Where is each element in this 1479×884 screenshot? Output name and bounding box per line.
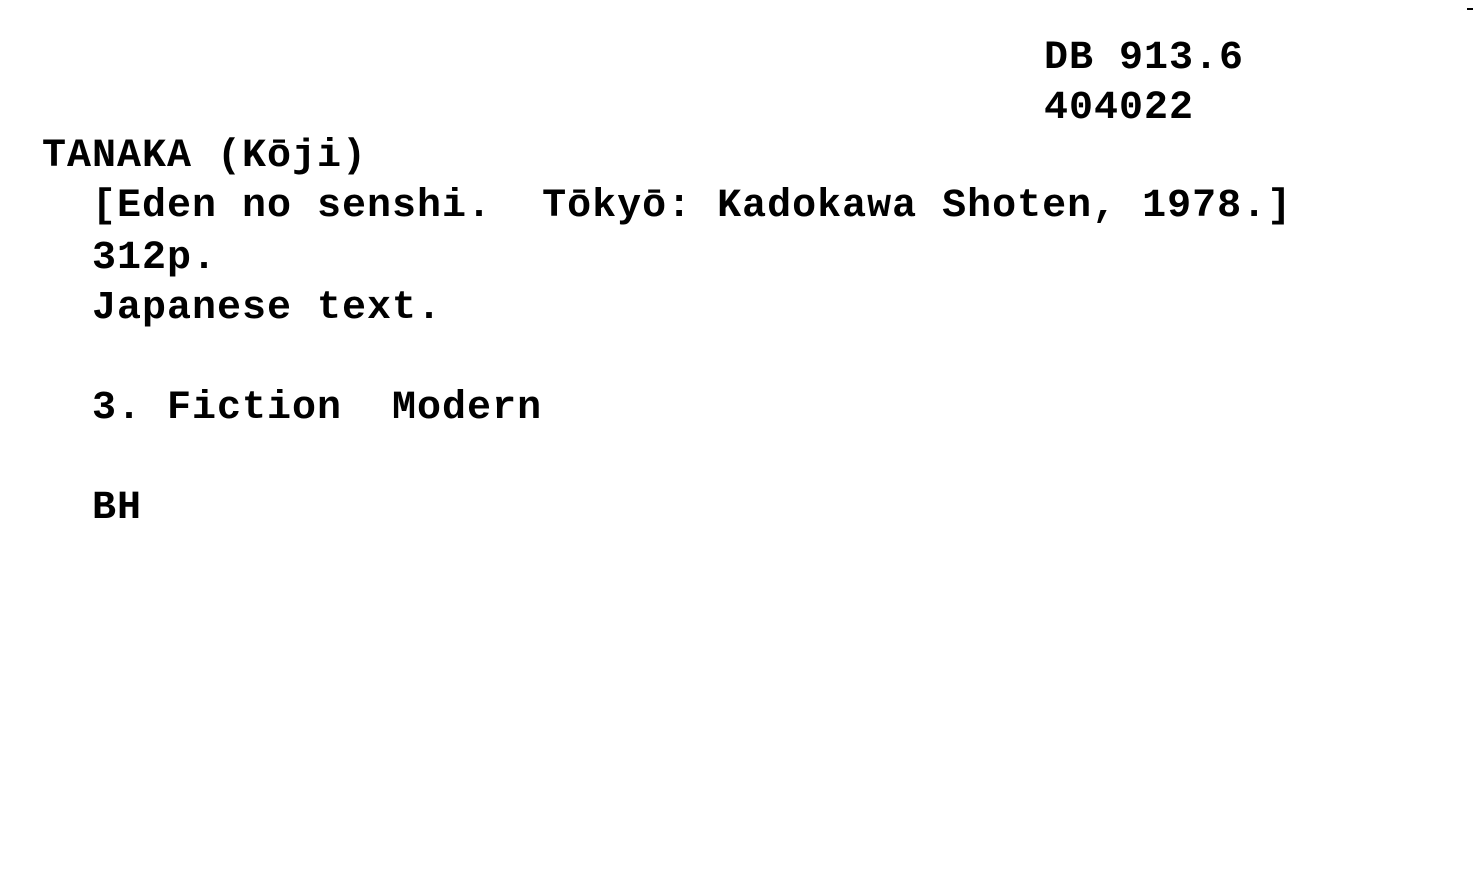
main-entry-author: TANAKA (Kōji)	[42, 134, 368, 179]
title-statement: [Eden no senshi. Tōkyō: Kadokawa Shoten, 1978.]	[92, 184, 1293, 229]
call-number: DB 913.6	[1044, 36, 1245, 81]
accession-number: 404022	[1044, 86, 1195, 131]
collation: 312p.	[92, 236, 218, 281]
subject-heading: 3. Fiction Modern	[92, 386, 543, 431]
location-code: BH	[92, 486, 143, 531]
corner-mark	[1467, 8, 1473, 10]
language-note: Japanese text.	[92, 286, 443, 331]
